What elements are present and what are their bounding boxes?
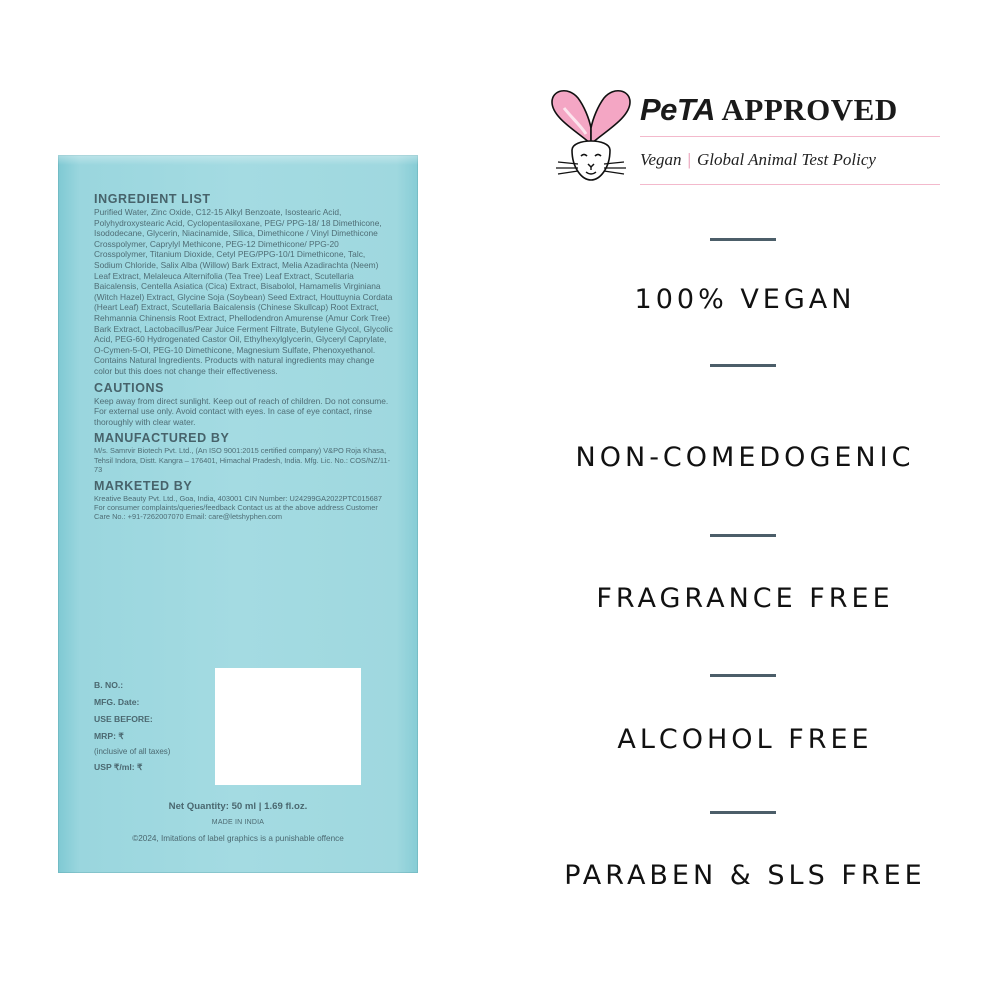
manufactured-by-title: MANUFACTURED BY bbox=[94, 431, 230, 446]
use-before-label: USE BEFORE: bbox=[94, 714, 153, 724]
mrp-label: MRP: ₹ bbox=[94, 731, 124, 741]
cautions-title: CAUTIONS bbox=[94, 380, 165, 395]
marketed-by-body: Kreative Beauty Pvt. Ltd., Goa, India, 403001 CIN Number: U24299GA2022PTC015687 For consumer complaints/queries/feedback Contact us at the above address Customer Care No.: +91-7262007070 Email: care@letshyphen.com bbox=[94, 493, 382, 522]
divider-1 bbox=[710, 238, 776, 241]
peta-badge bbox=[548, 88, 940, 188]
bunny-heart-icon bbox=[548, 88, 634, 188]
marketer-section bbox=[94, 479, 394, 522]
box-edge-highlight bbox=[58, 155, 418, 165]
divider-3 bbox=[710, 534, 776, 537]
vegan-label: Vegan bbox=[640, 150, 682, 169]
ingredient-list-title: INGREDIENT LIST bbox=[94, 192, 211, 206]
separator-bar: | bbox=[687, 150, 691, 169]
mfg-date-label: MFG. Date: bbox=[94, 697, 140, 707]
peta-top-rule bbox=[640, 136, 940, 137]
peta-approved-title bbox=[640, 92, 898, 128]
claim-alcohol-free: ALCOHOL FREE bbox=[617, 724, 873, 755]
ingredient-list-body: Purified Water, Zinc Oxide, C12-15 Alkyl Benzoate, Isostearic Acid, Polyhydroxystearic Acid, Cyclopentasiloxane, PEG/ PPG-18/ 18 Dimethicone, Isododecane, Glycerin, Niacinamide, Silica, Dimethicone / Vinyl Dimethicone Crosspolymer, Caprylyl Methicone, PEG-12 Dimethicone/ PPG-20 Crosspolymer, Titanium Dioxide, Cetyl PEG/PPG-10/1 Dimethicone, Talc, Sodium Chloride, Salix Alba (Willow) Bark Extract, Melia Azadirachta (Neem) Leaf Extract, Melaleuca Alternifolia (Tea Tree) Leaf Extract, Scutellaria Baicalensis, Centella Asiatica (Cica) Extract, Bisabolol, Hamamelis Virginiana (Witch Hazel) Extract, Glycine Soja (Soybean) Seed Extract, Houttuynia Cordata (Heart Leaf) Extract, Scutellaria Baicalensis (Chinese Skullcap) Root Extract, Rehmannia Chinensis Root Extract, Phellodendron Amurense (Amur Cork Tree) Bark Extract, Lactobacillus/Pear Juice Ferment Filtrate, Butylene Glycol, Glycolic Acid, PEG-60 Hydrogenated Castor Oil, Ethylhexylglycerin, Glyceryl Caprylate, O-Cymen-5-Ol, PEG-10 Dimethicone, Magnesium Sulfate, Phenoxyethanol. Contains Natural Ingredients. Products with natural ingredients may change color but this does not change their effectiveness. bbox=[94, 207, 393, 376]
claim-vegan: 100% VEGAN bbox=[634, 284, 856, 315]
divider-2 bbox=[710, 364, 776, 367]
cautions-body: Keep away from direct sunlight. Keep out of reach of children. Do not consume. For external use only. Avoid contact with eyes. In case of eye contact, rinse thoroughly with clear water. bbox=[94, 395, 389, 427]
made-in-india: MADE IN INDIA bbox=[211, 819, 265, 826]
taxes-note: (inclusive of all taxes) bbox=[94, 747, 171, 756]
batch-print-panel bbox=[215, 668, 361, 785]
batch-info bbox=[94, 677, 214, 776]
claim-paraben-sls-free: PARABEN & SLS FREE bbox=[564, 860, 926, 891]
claim-non-comedogenic: NON-COMEDOGENIC bbox=[575, 442, 915, 473]
marketed-by-title: MARKETED BY bbox=[94, 478, 193, 493]
copyright-note: ©2024, Imitations of label graphics is a punishable offence bbox=[132, 834, 344, 843]
peta-brand: PeTA bbox=[640, 92, 715, 127]
divider-4 bbox=[710, 674, 776, 677]
peta-bottom-rule bbox=[640, 184, 940, 185]
usp-label: USP ₹/ml: ₹ bbox=[94, 762, 143, 772]
peta-subline bbox=[640, 150, 876, 170]
approved-word: APPROVED bbox=[721, 92, 898, 127]
manufacturer-section bbox=[94, 431, 394, 474]
box-label-text bbox=[94, 192, 394, 526]
cautions-section bbox=[94, 381, 394, 428]
policy-label: Global Animal Test Policy bbox=[696, 150, 876, 169]
product-box bbox=[58, 155, 418, 873]
batch-number-label: B. NO.: bbox=[94, 680, 124, 690]
manufactured-by-body: M/s. Samrvir Biotech Pvt. Ltd., (An ISO 9001:2015 certified company) V&PO Roja Khasa, Tehsil Indora, Distt. Kangra – 176401, Himachal Pradesh, India. Mfg. Lic. No.: COS/NZ/11-73 bbox=[94, 446, 391, 475]
claim-fragrance-free: FRAGRANCE FREE bbox=[596, 583, 894, 614]
divider-5 bbox=[710, 811, 776, 814]
net-quantity: Net Quantity: 50 ml | 1.69 fl.oz. bbox=[168, 801, 308, 812]
ingredient-section bbox=[94, 192, 394, 377]
